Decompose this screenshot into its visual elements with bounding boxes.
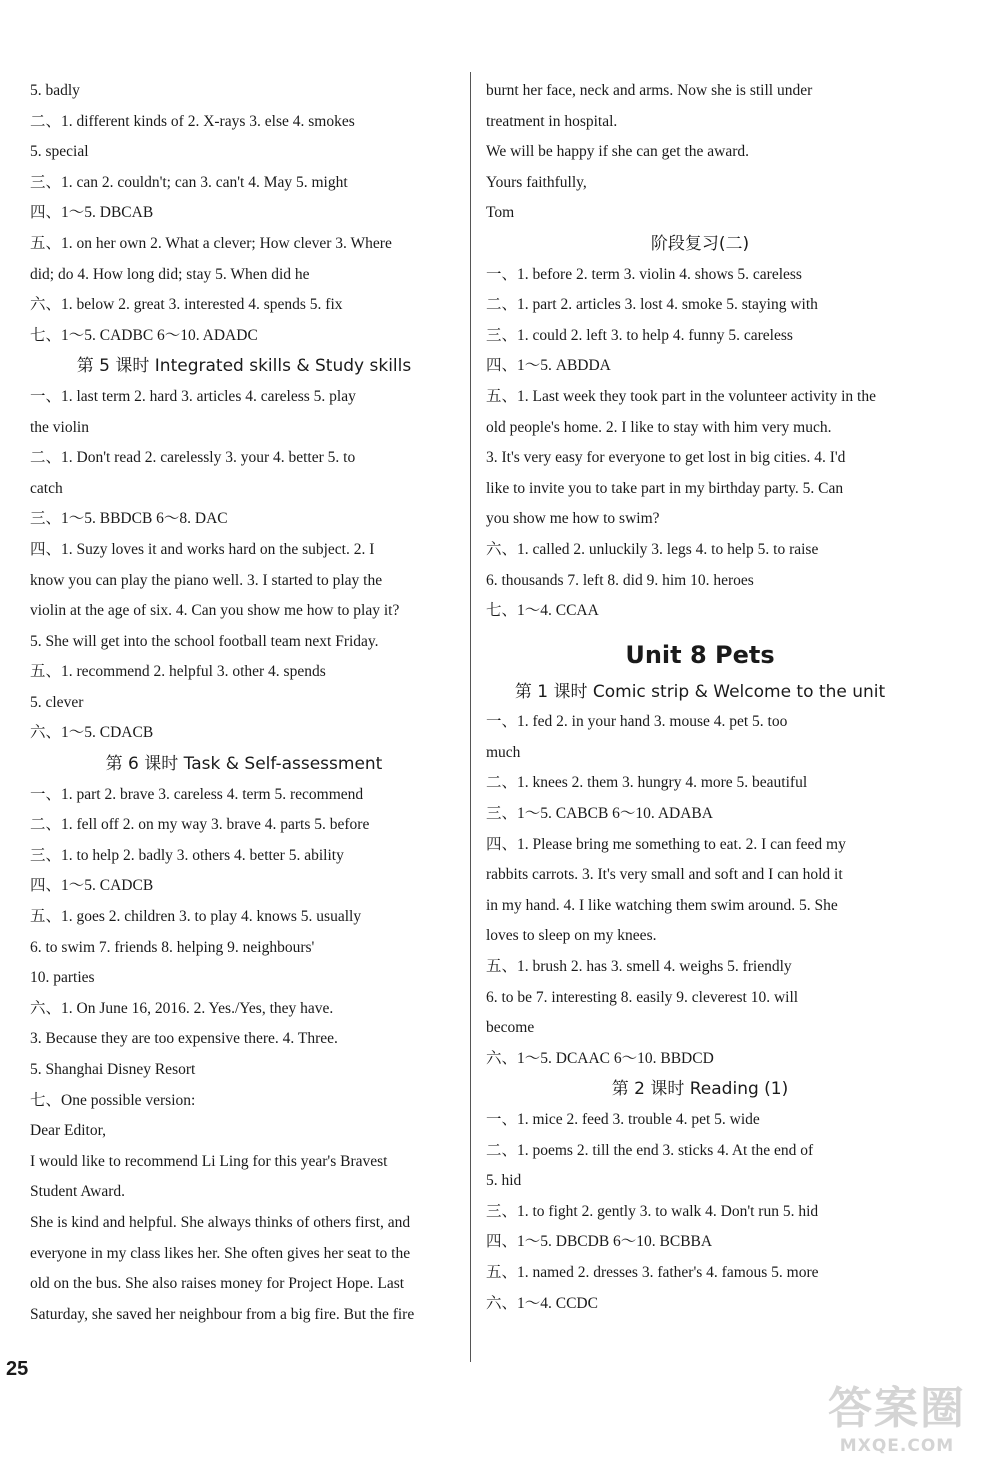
answer-line: Dear Editor, [30,1122,106,1140]
answer-line: She is kind and helpful. She always thinks of others first, and [30,1213,411,1231]
answer-line: 五、1. brush 2. has 3. smell 4. weighs 5. friendly [486,958,792,976]
answer-line: 一、1. part 2. brave 3. careless 4. term 5. recommend [30,785,364,803]
answer-line: 五、1. recommend 2. helpful 3. other 4. spends [30,663,326,681]
answer-line: violin at the age of six. 4. Can you show me how to play it? [30,602,400,620]
answer-line: rabbits carrots. 3. It's very small and soft and I can hold it [486,866,843,884]
answer-line: become [486,1019,535,1037]
answer-line: 一、1. fed 2. in your hand 3. mouse 4. pet 5. too [486,713,788,731]
answer-line: 四、1～5. DBCAB [30,204,154,222]
answer-line: I would like to recommend Li Ling for this year's Bravest [30,1152,388,1170]
answer-line: know you can play the piano well. 3. I started to play the [30,571,383,589]
answer-line: 一、1. last term 2. hard 3. articles 4. careless 5. play [30,387,356,405]
answer-line: burnt her face, neck and arms. Now she is still under [486,82,813,99]
answer-line: We will be happy if she can get the award. [486,143,750,161]
answer-line: 五、1. named 2. dresses 3. father's 4. famous 5. more [486,1263,819,1281]
column-divider [470,72,471,1362]
answer-line: 七、1～5. CADBC 6～10. ADADC [30,326,258,344]
answer-line: 二、1. fell off 2. on my way 3. brave 4. parts 5. before [30,816,370,834]
answer-line: old people's home. 2. I like to stay with him very much. [486,418,832,436]
left-column [30,76,458,1330]
answer-line: 二、1. different kinds of 2. X-rays 3. else 4. smokes [30,112,355,130]
answer-line: 四、1～5. ABDDA [486,357,611,375]
page-number: 25 [6,1358,29,1380]
answer-line: treatment in hospital. [486,112,618,130]
answer-line: 二、1. part 2. articles 3. lost 4. smoke 5. staying with [486,296,818,314]
section-heading: 第 2 课时 Reading (1) [611,1079,789,1100]
answer-line: 六、1. On June 16, 2016. 2. Yes./Yes, they have. [30,999,334,1017]
answer-line: in my hand. 4. I like watching them swim around. 5. She [486,896,838,914]
answer-line: 3. Because they are too expensive there. 4. Three. [30,1030,338,1048]
answer-line: 三、1. to fight 2. gently 3. to walk 4. Don't run 5. hid [486,1202,819,1220]
answer-line: 七、1～4. CCAA [486,602,599,620]
answer-line: 一、1. before 2. term 3. violin 4. shows 5. careless [486,265,802,283]
section-heading: 阶段复习(二) [650,233,750,254]
answer-line: 五、1. on her own 2. What a clever; How clever 3. Where [30,234,392,252]
answer-line: Student Award. [30,1183,126,1201]
answer-line: 六、1. below 2. great 3. interested 4. spends 5. fix [30,296,343,314]
answer-line: 6. to swim 7. friends 8. helping 9. neighbours' [30,938,315,956]
answer-line: 五、1. goes 2. children 3. to play 4. knows 5. usually [30,908,362,926]
answer-line: 三、1～5. BBDCB 6～8. DAC [30,510,228,528]
answer-line: 四、1～5. DBCDB 6～10. BCBBA [486,1233,713,1251]
answer-line: much [486,743,521,761]
answer-line: 5. hid [486,1172,522,1190]
answer-line: 二、1. knees 2. them 3. hungry 4. more 5. beautiful [486,774,808,792]
unit-title: Unit 8 Pets [625,640,775,669]
answer-line: 6. to be 7. interesting 8. easily 9. cleverest 10. will [486,988,799,1006]
section-heading: 第 5 课时 Integrated skills & Study skills [76,356,412,377]
answer-line: 5. badly [30,82,80,99]
answer-line: 五、1. Last week they took part in the volunteer activity in the [486,387,876,405]
answer-line: 四、1～5. CADCB [30,877,154,895]
watermark-url: MXQE.COM [839,1436,955,1456]
answer-line: you show me how to swim? [486,510,660,528]
answer-line: old on the bus. She also raises money for Project Hope. Last [30,1275,405,1293]
answer-line: 二、1. Don't read 2. carelessly 3. your 4. better 5. to [30,449,356,467]
answer-line: 5. She will get into the school football team next Friday. [30,632,379,650]
answer-line: 三、1. can 2. couldn't; can 3. can't 4. May 5. might [30,173,348,191]
answer-line: Yours faithfully, [486,173,587,191]
answer-line: 三、1. could 2. left 3. to help 4. funny 5. careless [486,326,793,344]
answer-line: 六、1. called 2. unluckily 3. legs 4. to help 5. to raise [486,540,819,558]
right-column [486,76,914,1319]
watermark-logo [822,1382,972,1462]
answer-line: 四、1. Suzy loves it and works hard on the subject. 2. I [30,540,375,558]
answer-line: 5. Shanghai Disney Resort [30,1061,196,1078]
answer-line: loves to sleep on my knees. [486,927,657,945]
answer-line: Saturday, she saved her neighbour from a big fire. But the fire [30,1305,415,1323]
answer-line: 六、1～5. CDACB [30,724,154,742]
answer-line: 5. clever [30,693,84,711]
answer-line: 一、1. mice 2. feed 3. trouble 4. pet 5. wide [486,1111,760,1128]
section-heading: 第 1 课时 Comic strip & Welcome to the unit [514,681,886,702]
watermark-title: 答案圈 [828,1383,966,1434]
answer-line: 六、1～4. CCDC [486,1294,598,1312]
answer-line: 三、1. to help 2. badly 3. others 4. better 5. ability [30,846,344,864]
section-heading: 第 6 课时 Task & Self-assessment [105,754,383,775]
answer-line: 六、1～5. DCAAC 6～10. BBDCD [486,1049,714,1067]
answer-line: 七、One possible version: [30,1091,196,1109]
answer-line: the violin [30,418,89,436]
answer-line: everyone in my class likes her. She often gives her seat to the [30,1244,411,1262]
answer-line: 二、1. poems 2. till the end 3. sticks 4. At the end of [486,1141,814,1159]
answer-line: 三、1～5. CABCB 6～10. ADABA [486,805,713,823]
answer-line: like to invite you to take part in my birthday party. 5. Can [486,479,844,497]
answer-line: catch [30,479,63,497]
answer-line: did; do 4. How long did; stay 5. When did he [30,265,310,283]
answer-line: 3. It's very easy for everyone to get lost in big cities. 4. I'd [486,449,846,467]
answer-line: 6. thousands 7. left 8. did 9. him 10. heroes [486,571,754,589]
answer-line: 5. special [30,143,89,161]
answer-line: Tom [486,204,515,222]
answer-line: 10. parties [30,969,95,987]
answer-line: 四、1. Please bring me something to eat. 2. I can feed my [486,835,846,853]
